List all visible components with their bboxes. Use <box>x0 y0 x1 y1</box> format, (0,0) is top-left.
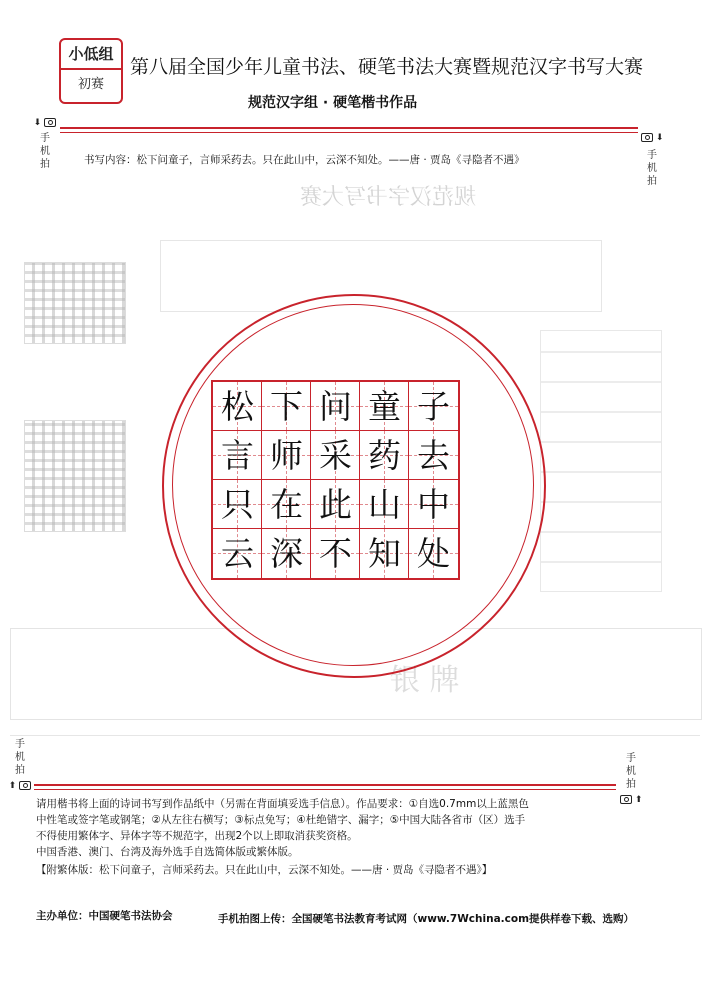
arrow-down-icon: ⬇ <box>655 133 664 143</box>
corner-mark-top-right <box>636 131 668 188</box>
grid-cell <box>213 431 262 480</box>
grid-cell <box>409 382 458 431</box>
grid-cell <box>262 529 311 578</box>
grid-character: 云 <box>221 534 254 573</box>
bottom-rule <box>34 784 616 786</box>
ghost-qr-code-2 <box>24 420 126 532</box>
grid-character: 师 <box>270 436 303 475</box>
corner-label: 手机拍 <box>626 753 636 790</box>
grid-character: 在 <box>270 485 303 524</box>
corner-label: 手机拍 <box>40 133 50 170</box>
camera-icon <box>19 781 31 790</box>
grid-cell <box>409 480 458 529</box>
writing-grid <box>211 380 460 580</box>
ghost-row-text: 银 牌 <box>390 663 460 698</box>
arrow-down-icon: ⬇ <box>33 118 42 128</box>
corner-label: 手机拍 <box>647 150 657 187</box>
grid-cell <box>213 529 262 578</box>
grid-character: 山 <box>368 485 401 524</box>
grid-character: 药 <box>368 436 401 475</box>
grid-cell <box>262 382 311 431</box>
grid-character: 去 <box>417 436 450 475</box>
grid-character: 问 <box>319 387 352 426</box>
page-title: 第八届全国少年儿童书法、硬笔书法大赛暨规范汉字书写大赛 <box>130 56 644 78</box>
camera-icon <box>641 133 653 142</box>
grid-cell <box>360 431 409 480</box>
grid-character: 松 <box>221 387 254 426</box>
grid-character: 此 <box>319 485 352 524</box>
grid-cell <box>360 529 409 578</box>
camera-icon <box>44 118 56 127</box>
grid-character: 深 <box>270 534 303 573</box>
instructions-line-2: 中性笔或签字笔或钢笔；②从左往右横写；③标点免写；④杜绝错字、漏字；⑤中国大陆各省市（区）选手 <box>36 814 526 826</box>
grid-character: 不 <box>319 534 352 573</box>
instructions-line-4: 中国香港、澳门、台湾及海外选手自选简体版或繁体版。 <box>36 846 299 858</box>
top-rule <box>60 127 638 129</box>
grid-cell <box>311 431 360 480</box>
ghost-big-title: 规范汉字书写大赛 <box>300 185 477 210</box>
instructions-traditional: 【附繁体版：松下问童子，言师采药去。只在此山中，云深不知处。——唐 · 贾岛《寻隐者不遇》】 <box>36 864 493 876</box>
group-badge <box>59 38 123 104</box>
bottom-rule-thin <box>34 789 616 790</box>
grid-cell <box>262 431 311 480</box>
grid-character: 知 <box>368 534 401 573</box>
grid-character: 只 <box>221 485 254 524</box>
grid-cell <box>213 480 262 529</box>
corner-mark-top-left <box>30 116 60 171</box>
grid-character: 子 <box>417 387 450 426</box>
camera-icon <box>620 795 632 804</box>
grid-character: 言 <box>221 436 254 475</box>
grid-cell <box>360 382 409 431</box>
grid-character: 童 <box>368 387 401 426</box>
grid-character: 中 <box>417 485 450 524</box>
grid-cell <box>213 382 262 431</box>
arrow-up-icon: ⬆ <box>8 781 17 791</box>
badge-stage-label: 初赛 <box>77 77 104 92</box>
corner-label: 手机拍 <box>15 739 25 776</box>
ghost-box-lower <box>10 735 700 786</box>
instructions-line-3: 不得使用繁体字、异体字等不规范字，出现2个以上即取消获奖资格。 <box>36 830 358 842</box>
grid-character: 采 <box>319 436 352 475</box>
ghost-qr-code-1 <box>24 262 126 344</box>
grid-character: 下 <box>270 387 303 426</box>
ghost-box-right <box>540 330 662 592</box>
page-subtitle: 规范汉字组 · 硬笔楷书作品 <box>248 95 418 111</box>
grid-cell <box>409 431 458 480</box>
footer-organizer: 主办单位：中国硬笔书法协会 <box>36 910 173 922</box>
top-rule-thin <box>60 132 638 133</box>
grid-cell <box>311 382 360 431</box>
arrow-up-icon: ⬆ <box>634 795 643 805</box>
footer-upload: 手机拍图上传：全国硬笔书法教育考试网（www.7Wchina.com提供样卷下载、选购） <box>218 913 635 925</box>
instructions-line-1: 请用楷书将上面的诗词书写到作品纸中（另需在背面填妥选手信息）。作品要求：①自选0.7mm以上蓝黑色 <box>36 798 529 810</box>
writing-content: 书写内容：松下问童子，言师采药去。只在此山中，云深不知处。——唐 · 贾岛《寻隐者不遇》 <box>84 154 525 166</box>
grid-cell <box>311 529 360 578</box>
corner-mark-bottom-left <box>8 738 32 793</box>
grid-cell <box>409 529 458 578</box>
grid-cell <box>360 480 409 529</box>
grid-character: 处 <box>417 534 450 573</box>
badge-group-label: 小低组 <box>61 40 121 70</box>
corner-mark-bottom-right <box>616 752 646 807</box>
grid-cell <box>311 480 360 529</box>
grid-cell <box>262 480 311 529</box>
